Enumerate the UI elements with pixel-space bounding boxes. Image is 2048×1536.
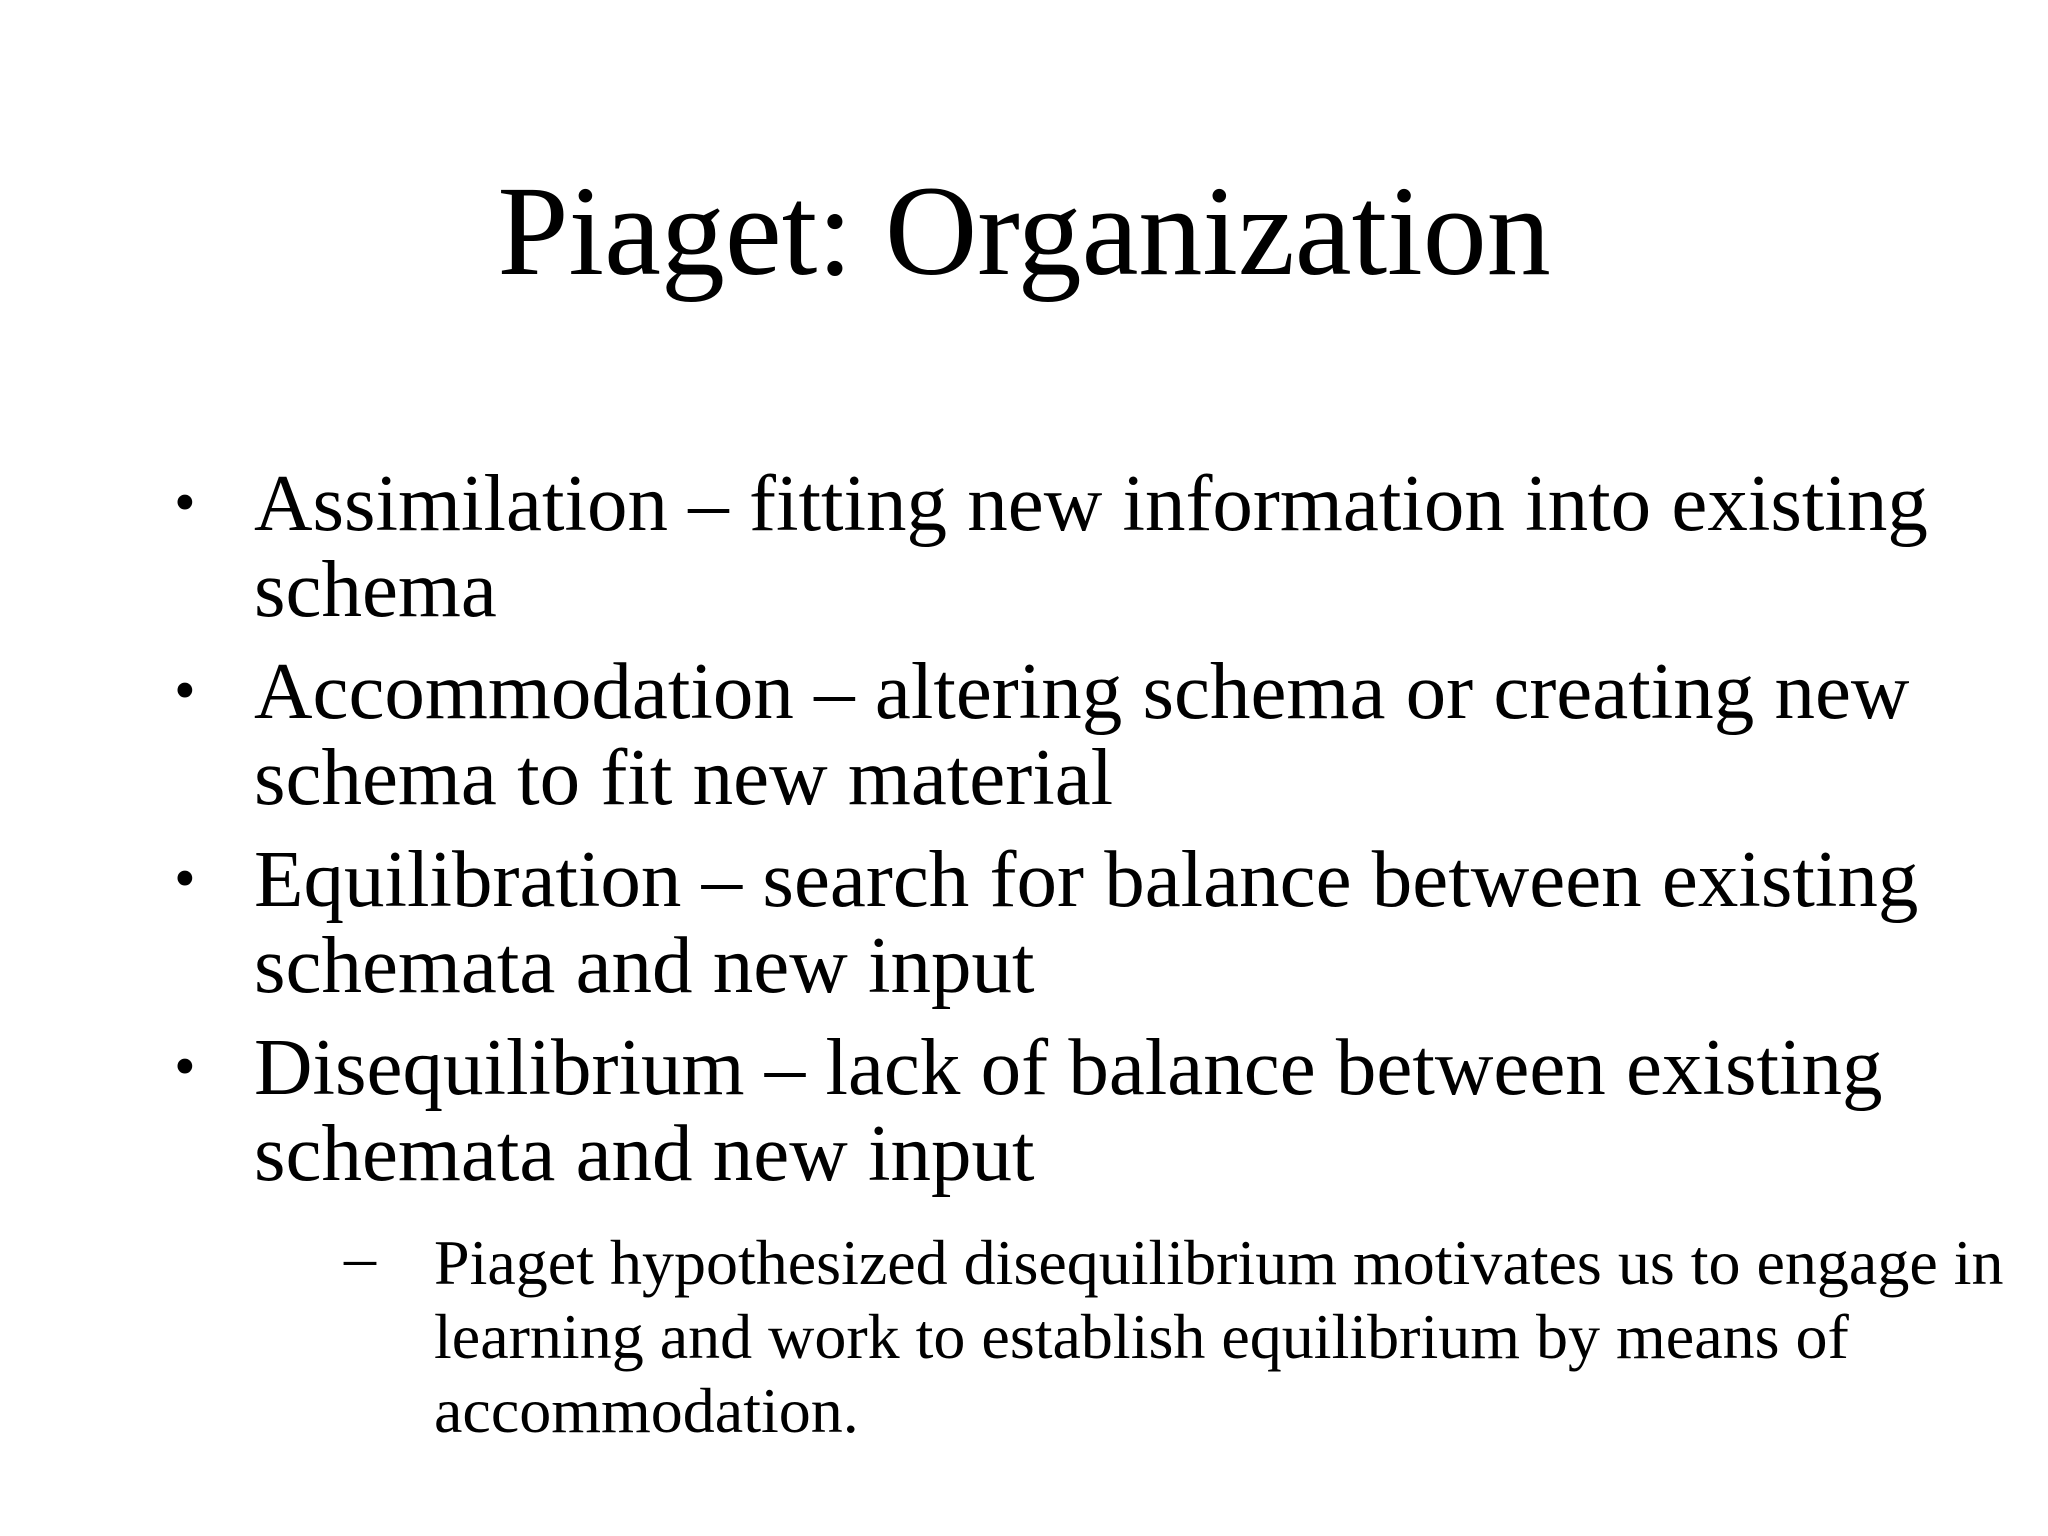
bullet-marker: •: [174, 845, 196, 913]
bullet-item-equilibration: [170, 836, 1930, 1008]
bullet-marker: •: [174, 657, 196, 725]
bullet-item-disequilibrium: [170, 1024, 1930, 1196]
bullet-list: [170, 460, 1930, 1212]
bullet-text: Assimilation – fitting new information into existing schema: [254, 458, 1928, 634]
sub-bullet-marker: –: [344, 1221, 376, 1292]
bullet-text: Accommodation – altering schema or creating new schema to fit new material: [254, 646, 1910, 822]
bullet-marker: •: [174, 469, 196, 537]
sub-bullet-text: Piaget hypothesized disequilibrium motivates us to engage in learning and work to establish equilibrium by means of accommodation.: [434, 1227, 2004, 1446]
slide-title: Piaget: Organization: [497, 160, 1551, 302]
bullet-text: Equilibration – search for balance between existing schemata and new input: [254, 834, 1919, 1010]
sub-bullet-item: [342, 1221, 2048, 1448]
bullet-item-accommodation: [170, 648, 1930, 820]
bullet-marker: •: [174, 1033, 196, 1101]
bullet-item-assimilation: [170, 460, 1930, 632]
bullet-text: Disequilibrium – lack of balance between existing schemata and new input: [254, 1022, 1883, 1198]
